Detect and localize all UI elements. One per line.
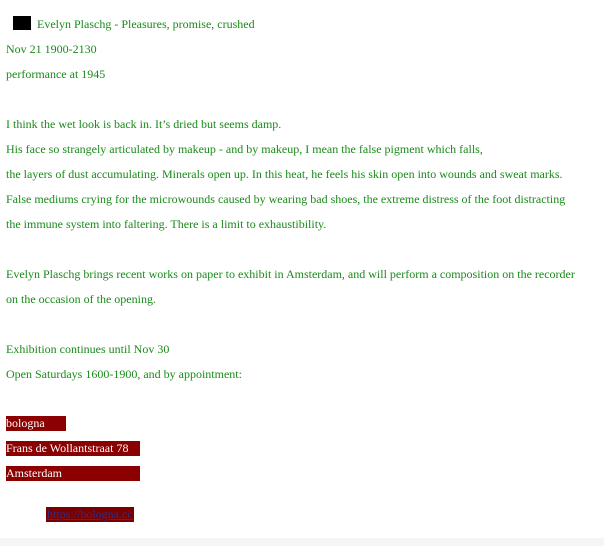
page-title: Evelyn Plaschg - Pleasures, promise, crushed: [37, 17, 255, 31]
address-venue-name: bologna: [6, 416, 66, 431]
paragraph-line: on the occasion of the opening.: [6, 292, 156, 306]
website-link[interactable]: https://bologna.cc: [47, 507, 133, 521]
paragraph-line: the layers of dust accumulating. Minerals open up. In this heat, he feels his skin open into wounds and sweat marks.: [6, 167, 563, 181]
performance-time: performance at 1945: [6, 67, 106, 81]
paragraph-line: His face so strangely articulated by makeup - and by makeup, I mean the false pigment which falls,: [6, 142, 483, 156]
address-street: Frans de Wollantstraat 78: [6, 441, 140, 456]
page-bottom-edge: [0, 538, 604, 546]
event-date: Nov 21 1900-2130: [6, 42, 97, 56]
title-marker-block: [13, 16, 31, 30]
opening-hours: Open Saturdays 1600-1900, and by appointment:: [6, 367, 242, 381]
paragraph-line: Evelyn Plaschg brings recent works on paper to exhibit in Amsterdam, and will perform a composition on the recorder: [6, 267, 575, 281]
paragraph-line: I think the wet look is back in. It’s dried but seems damp.: [6, 117, 282, 131]
paragraph-line: the immune system into faltering. There is a limit to exhaustibility.: [6, 217, 327, 231]
website-link-container: [46, 507, 134, 522]
exhibition-dates: Exhibition continues until Nov 30: [6, 342, 170, 356]
address-city: Amsterdam: [6, 466, 140, 481]
paragraph-line: False mediums crying for the microwounds caused by wearing bad shoes, the extreme distress of the foot distracting: [6, 192, 566, 206]
